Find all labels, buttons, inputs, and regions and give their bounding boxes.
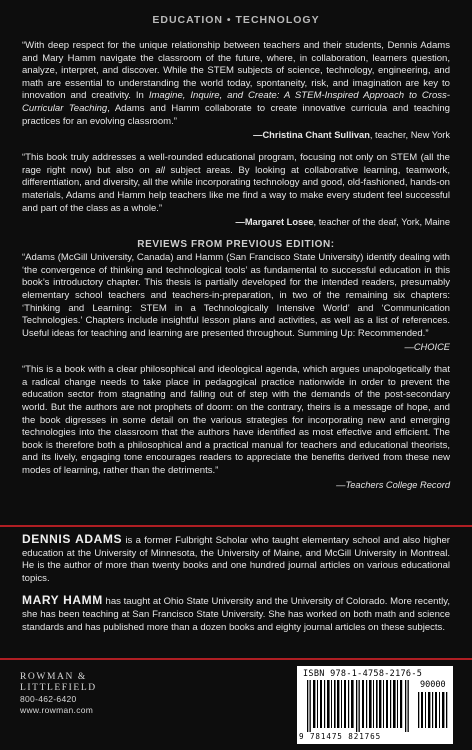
isbn-text: ISBN 978-1-4758-2176-5 (303, 669, 423, 679)
divider-rule (0, 525, 472, 527)
author-bio-2 (22, 594, 450, 634)
review-attribution-2 (22, 479, 450, 491)
attribution-source: —Teachers College Record (336, 479, 450, 490)
review-quote-2: “This is a book with a clear philosophical and ideological agenda, which argues unapologetically that a radical change needs to take place in pedagogical practice nationwide in order to prevent the education sector from stagnating and falling out of step with the demands of the post-secondary world. But the authors are not prophets of doom: on the contrary, theirs is a message of hope, and the book digresses in some detail on the various strategies for incorporating new and emerging technologies into the classroom that the authors have identified as most effective and efficient. The book is therefore both a philosophical and a practical manual for teachers and educational theorists, and its lively, engaging tone encourages readers to appreciate the benefits derived from these new modes of learning, rather than the detriments.” (22, 364, 450, 477)
attribution-name: —Margaret Losee (235, 217, 314, 228)
author-bio-1 (22, 533, 450, 585)
review-attribution-1 (22, 341, 450, 353)
author-bio-text: has taught at Ohio State University and the University of Colorado. More recently, she has been teaching at San Francisco State University. She has worked on both math and science standards and has published more than a dozen books and eighty journal articles on these subjects. (22, 596, 450, 633)
endorsement-quote-1 (22, 40, 450, 128)
attribution-role: , teacher, New York (369, 130, 450, 141)
book-title: Imagine, Inquire, and Create: A STEM-Inspired Approach to Cross-Curricular Teaching (22, 90, 450, 114)
quote-text: “This book truly addresses a well-rounded educational program, focusing not only on STEM (all the rage right now) but also on (22, 152, 450, 176)
isbn-barcode (297, 666, 453, 744)
review-quote-1: “Adams (McGill University, Canada) and Hamm (San Francisco State University) identify dealing with ‘the convergence of thinking and technological tools’ as fundamental to successful education in this book’s introductory chapter. This thesis is partially developed for the intended readers, presumably elementary school teachers and teachers-in-preparation, in two of the remaining six chapters: ‘Thinking and Learning: STEM in a Technologically Intensive World’ and ‘Communication Technologies.’ Chapters include insightful lesson plans and activities, as well as a list of references. Useful ideas for teaching and learning are presented throughout. Summing Up: Recommended.” (22, 252, 450, 339)
barcode-digits: 9 781475 821765 (299, 732, 382, 741)
publisher-url: www.rowman.com (20, 705, 94, 715)
quote-text: subject areas. By looking at collaborative learning, teamwork, differentiation, and diversity, all the while incorporating technology and good, old-fashioned, hands-on materials, Adams and Hamm help teachers like me find a way to make every student feel successful and part of the class as a whole.” (22, 164, 450, 214)
price-barcode-icon (417, 692, 449, 728)
category-label: EDUCATION • TECHNOLOGY (152, 14, 320, 26)
author-name: DENNIS ADAMS (22, 532, 123, 546)
author-bio-text: is a former Fulbright Scholar who taught elementary school and also higher education at the University of Minnesota, the University of Maine, and McGill University in Montreal. He is the author of more than twenty books and one hundred journal articles on various educational topics. (22, 535, 450, 584)
attribution-source: —CHOICE (404, 342, 450, 353)
author-name: MARY HAMM (22, 593, 103, 608)
back-cover-text (22, 40, 450, 491)
publisher-info (20, 672, 170, 716)
endorsement-attribution-2 (22, 216, 450, 228)
attribution-name: —Christina Chant Sullivan (253, 130, 370, 141)
quote-text: “With deep respect for the unique relationship between teachers and their students, Dennis Adams and Mary Hamm navigate the classroom of the future, where, in collaboration, learners question, analyze, interpret, and discover. While the STEM subjects of science, technology, engineering, and math are essential to understanding the world today, spontaneity, risk, and imagination are key to innovation and creativity. In (22, 40, 450, 102)
divider-rule (0, 658, 472, 660)
endorsement-quote-2 (22, 152, 450, 215)
publisher-logo-line2: LITTLEFIELD (20, 683, 97, 693)
publisher-logo-line1: ROWMAN & (20, 672, 87, 682)
emphasis: all (155, 164, 165, 176)
price-code: 90000 (420, 680, 446, 690)
attribution-role: , teacher of the deaf, York, Maine (313, 217, 450, 228)
barcode-bars-icon (305, 680, 411, 732)
reviews-heading: REVIEWS FROM PREVIOUS EDITION: (137, 239, 335, 251)
endorsement-attribution-1 (22, 129, 450, 141)
author-bios (22, 533, 450, 634)
quote-text: , Adams and Hamm collaborate to create innovative curricula and teaching practices for an evolving classroom.” (22, 102, 450, 127)
publisher-phone: 800-462-6420 (20, 694, 77, 704)
